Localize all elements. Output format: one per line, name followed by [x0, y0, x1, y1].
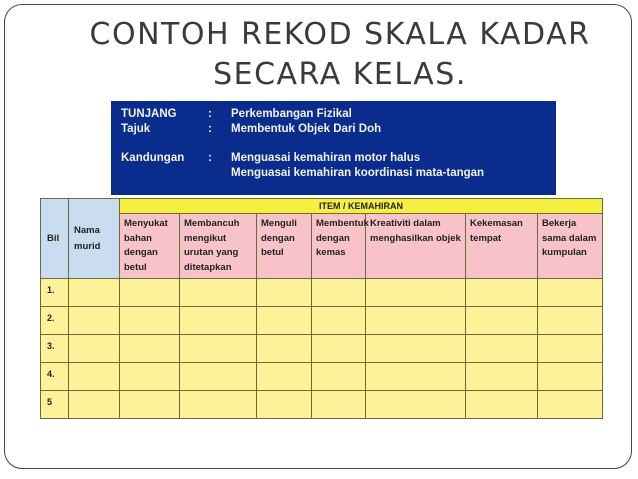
table-row — [41, 279, 603, 307]
table-cell — [466, 307, 538, 335]
nama-header: Nama murid — [69, 199, 120, 279]
info-row-tajuk — [111, 122, 556, 136]
table-cell — [257, 363, 312, 391]
slide-title-line-2: SECARA KELAS. — [213, 57, 467, 92]
table-cell — [466, 335, 538, 363]
table-cell — [180, 279, 257, 307]
colon: : — [208, 123, 212, 135]
table-row — [41, 363, 603, 391]
table-cell — [366, 307, 466, 335]
table-cell — [312, 363, 366, 391]
colon: : — [208, 108, 212, 120]
info-box — [111, 101, 556, 195]
bil-header: Bil — [41, 199, 69, 279]
info-row-kandungan — [111, 151, 556, 165]
colon: : — [208, 152, 212, 164]
table-cell — [538, 391, 603, 419]
table-cell — [366, 335, 466, 363]
row-number: 4. — [41, 363, 69, 391]
tajuk-label: Tajuk — [121, 123, 151, 135]
table-cell — [120, 335, 180, 363]
table-row — [41, 335, 603, 363]
row-number: 5 — [41, 391, 69, 419]
table-cell — [180, 307, 257, 335]
info-row-tunjang — [111, 107, 556, 121]
table-cell — [69, 363, 120, 391]
table-cell — [312, 307, 366, 335]
table-cell — [366, 279, 466, 307]
table-cell — [257, 391, 312, 419]
table-cell — [466, 363, 538, 391]
kandungan-value-1: Menguasai kemahiran motor halus — [231, 152, 421, 164]
table-cell — [180, 391, 257, 419]
table-cell — [366, 363, 466, 391]
tajuk-value: Membentuk Objek Dari Doh — [231, 123, 382, 135]
table-cell — [257, 335, 312, 363]
kandungan-label: Kandungan — [121, 152, 185, 164]
table-cell — [466, 391, 538, 419]
column-header: Bekerja sama dalam kumpulan — [538, 214, 603, 279]
table-cell — [180, 335, 257, 363]
table-cell — [69, 391, 120, 419]
rating-scale-table — [40, 198, 603, 419]
column-header: Menyukat bahan dengan betul — [120, 214, 180, 279]
table-cell — [120, 279, 180, 307]
table-cell — [366, 391, 466, 419]
table-row — [41, 307, 603, 335]
table-row — [41, 391, 603, 419]
table-cell — [538, 335, 603, 363]
table-cell — [257, 307, 312, 335]
table-cell — [466, 279, 538, 307]
tunjang-value: Perkembangan Fizikal — [231, 108, 352, 120]
column-header: Kekemasan tempat — [466, 214, 538, 279]
row-number: 3. — [41, 335, 69, 363]
column-header-row — [41, 214, 603, 279]
table-cell — [120, 363, 180, 391]
item-kemahiran-header: ITEM / KEMAHIRAN — [120, 199, 603, 214]
column-header: Menguli dengan betul — [257, 214, 312, 279]
table-cell — [180, 363, 257, 391]
table-cell — [69, 307, 120, 335]
table-cell — [69, 279, 120, 307]
row-number: 1. — [41, 279, 69, 307]
table-cell — [120, 391, 180, 419]
table-cell — [120, 307, 180, 335]
table-cell — [538, 363, 603, 391]
table-cell — [538, 307, 603, 335]
column-header: Kreativiti dalam menghasilkan objek — [366, 214, 466, 279]
slide-title-line-1: CONTOH REKOD SKALA KADAR — [89, 17, 591, 52]
table-cell — [312, 279, 366, 307]
table-cell — [69, 335, 120, 363]
info-row-kandungan-2 — [111, 166, 556, 180]
kandungan-value-2: Menguasai kemahiran koordinasi mata-tangan — [231, 167, 485, 179]
table-cell — [257, 279, 312, 307]
tunjang-label: TUNJANG — [121, 108, 177, 120]
table-cell — [312, 391, 366, 419]
column-header: Membentuk dengan kemas — [312, 214, 366, 279]
column-header: Membancuh mengikut urutan yang ditetapkan — [180, 214, 257, 279]
table-cell — [312, 335, 366, 363]
table-cell — [538, 279, 603, 307]
row-number: 2. — [41, 307, 69, 335]
